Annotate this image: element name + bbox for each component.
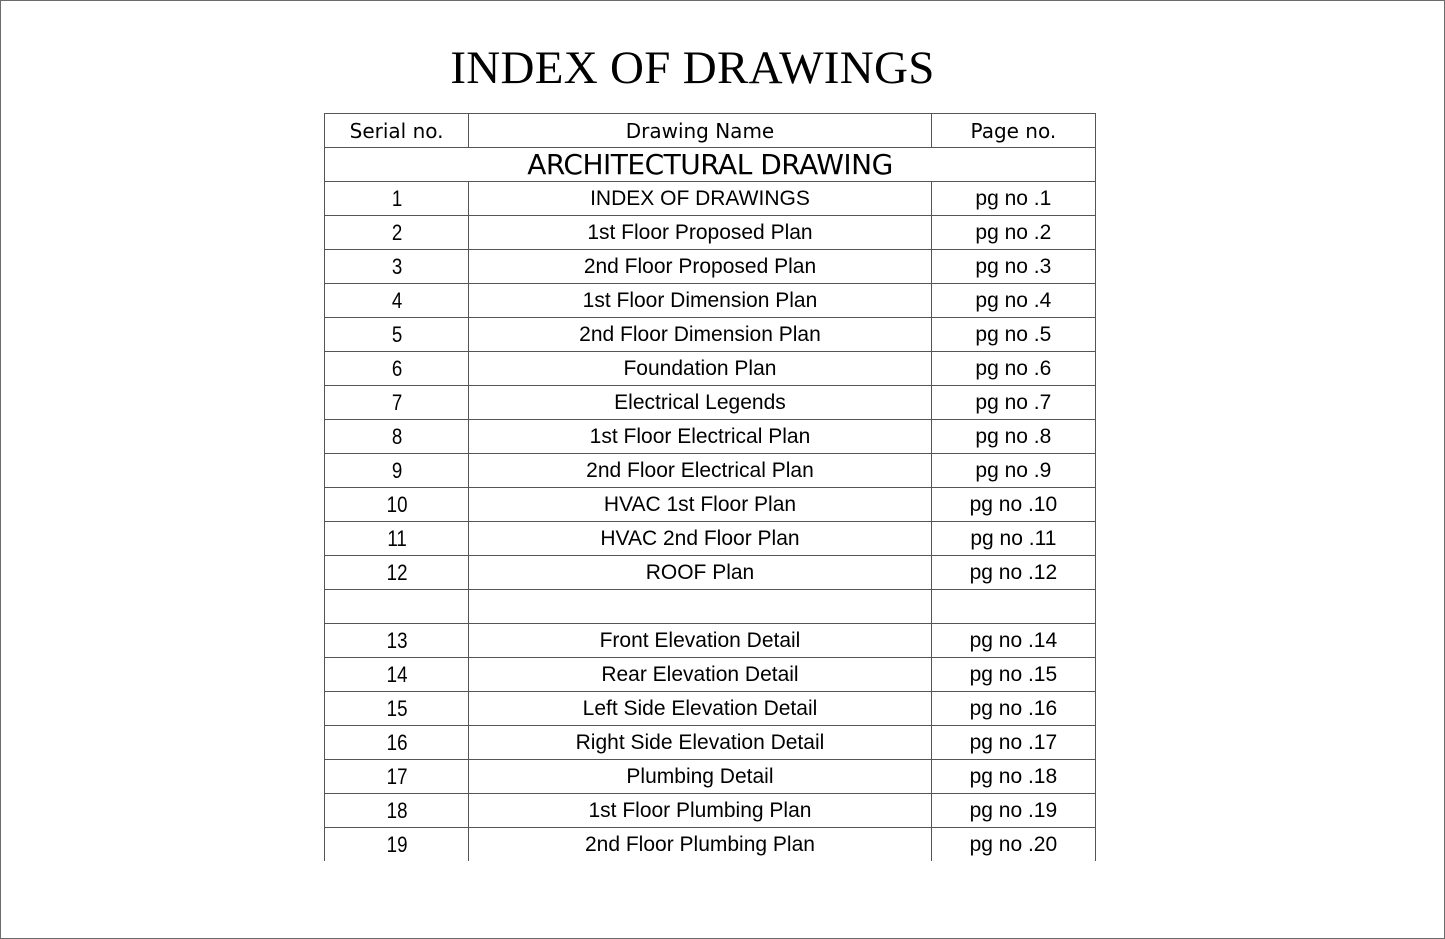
header-serial: Serial no. bbox=[325, 114, 469, 148]
serial-cell: 5 bbox=[335, 318, 458, 352]
drawing-name-cell: Foundation Plan bbox=[469, 352, 932, 386]
drawing-name-cell: INDEX OF DRAWINGS bbox=[469, 182, 932, 216]
serial-cell: 4 bbox=[335, 284, 458, 318]
serial-cell: 3 bbox=[335, 250, 458, 284]
page-cell: pg no .2 bbox=[931, 216, 1095, 250]
serial-cell: 16 bbox=[335, 726, 458, 760]
table-row bbox=[325, 182, 1096, 216]
drawing-name-cell: 2nd Floor Electrical Plan bbox=[469, 454, 932, 488]
serial-cell: 18 bbox=[335, 794, 458, 828]
page-cell: pg no .8 bbox=[931, 420, 1095, 454]
table-row bbox=[325, 386, 1096, 420]
blank-cell bbox=[469, 590, 932, 624]
table-row bbox=[325, 828, 1096, 862]
section-title: ARCHITECTURAL DRAWING bbox=[325, 148, 1096, 182]
table-row bbox=[325, 250, 1096, 284]
page-cell: pg no .4 bbox=[931, 284, 1095, 318]
table-row bbox=[325, 488, 1096, 522]
page-cell: pg no .12 bbox=[931, 556, 1095, 590]
drawing-name-cell: Rear Elevation Detail bbox=[469, 658, 932, 692]
table-row bbox=[325, 556, 1096, 590]
drawing-name-cell: 2nd Floor Plumbing Plan bbox=[469, 828, 932, 862]
serial-cell: 13 bbox=[335, 624, 458, 658]
table-row bbox=[325, 726, 1096, 760]
page-cell: pg no .20 bbox=[931, 828, 1095, 862]
serial-cell: 10 bbox=[335, 488, 458, 522]
table-row bbox=[325, 522, 1096, 556]
drawing-name-cell: Right Side Elevation Detail bbox=[469, 726, 932, 760]
table-row bbox=[325, 692, 1096, 726]
table-row bbox=[325, 658, 1096, 692]
table-row bbox=[325, 624, 1096, 658]
drawing-name-cell: Front Elevation Detail bbox=[469, 624, 932, 658]
page-cell: pg no .19 bbox=[931, 794, 1095, 828]
serial-cell: 17 bbox=[335, 760, 458, 794]
drawing-name-cell: 2nd Floor Proposed Plan bbox=[469, 250, 932, 284]
blank-cell bbox=[325, 590, 469, 624]
drawing-name-cell: Electrical Legends bbox=[469, 386, 932, 420]
drawing-name-cell: ROOF Plan bbox=[469, 556, 932, 590]
table-row bbox=[325, 352, 1096, 386]
drawing-name-cell: HVAC 2nd Floor Plan bbox=[469, 522, 932, 556]
page-cell: pg no .10 bbox=[931, 488, 1095, 522]
serial-cell: 19 bbox=[335, 828, 458, 862]
header-drawing-name: Drawing Name bbox=[469, 114, 932, 148]
page-cell: pg no .18 bbox=[931, 760, 1095, 794]
page-title: INDEX OF DRAWINGS bbox=[450, 42, 935, 94]
page-cell: pg no .6 bbox=[931, 352, 1095, 386]
header-row bbox=[325, 114, 1096, 148]
table-row bbox=[325, 760, 1096, 794]
serial-cell: 14 bbox=[335, 658, 458, 692]
drawing-name-cell: Left Side Elevation Detail bbox=[469, 692, 932, 726]
page-cell: pg no .17 bbox=[931, 726, 1095, 760]
table-row bbox=[325, 318, 1096, 352]
drawing-name-cell: HVAC 1st Floor Plan bbox=[469, 488, 932, 522]
serial-cell: 1 bbox=[335, 182, 458, 216]
serial-cell: 15 bbox=[335, 692, 458, 726]
serial-cell: 9 bbox=[335, 454, 458, 488]
section-row bbox=[325, 148, 1096, 182]
page-cell: pg no .5 bbox=[931, 318, 1095, 352]
blank-cell bbox=[931, 590, 1095, 624]
serial-cell: 12 bbox=[335, 556, 458, 590]
page-cell: pg no .3 bbox=[931, 250, 1095, 284]
drawing-name-cell: 1st Floor Plumbing Plan bbox=[469, 794, 932, 828]
serial-cell: 8 bbox=[335, 420, 458, 454]
drawing-name-cell: 1st Floor Proposed Plan bbox=[469, 216, 932, 250]
table-row bbox=[325, 454, 1096, 488]
serial-cell: 7 bbox=[335, 386, 458, 420]
page-cell: pg no .15 bbox=[931, 658, 1095, 692]
header-page: Page no. bbox=[931, 114, 1095, 148]
drawings-index-table bbox=[324, 113, 1096, 861]
page-cell: pg no .14 bbox=[931, 624, 1095, 658]
table-row bbox=[325, 420, 1096, 454]
table-row bbox=[325, 284, 1096, 318]
blank-row bbox=[325, 590, 1096, 624]
serial-cell: 11 bbox=[335, 522, 458, 556]
page-cell: pg no .16 bbox=[931, 692, 1095, 726]
table-row bbox=[325, 216, 1096, 250]
page-cell: pg no .9 bbox=[931, 454, 1095, 488]
drawing-name-cell: 1st Floor Electrical Plan bbox=[469, 420, 932, 454]
serial-cell: 2 bbox=[335, 216, 458, 250]
drawing-name-cell: Plumbing Detail bbox=[469, 760, 932, 794]
page-cell: pg no .11 bbox=[931, 522, 1095, 556]
drawing-name-cell: 1st Floor Dimension Plan bbox=[469, 284, 932, 318]
drawing-name-cell: 2nd Floor Dimension Plan bbox=[469, 318, 932, 352]
page-cell: pg no .1 bbox=[931, 182, 1095, 216]
page-cell: pg no .7 bbox=[931, 386, 1095, 420]
serial-cell: 6 bbox=[335, 352, 458, 386]
table-row bbox=[325, 794, 1096, 828]
